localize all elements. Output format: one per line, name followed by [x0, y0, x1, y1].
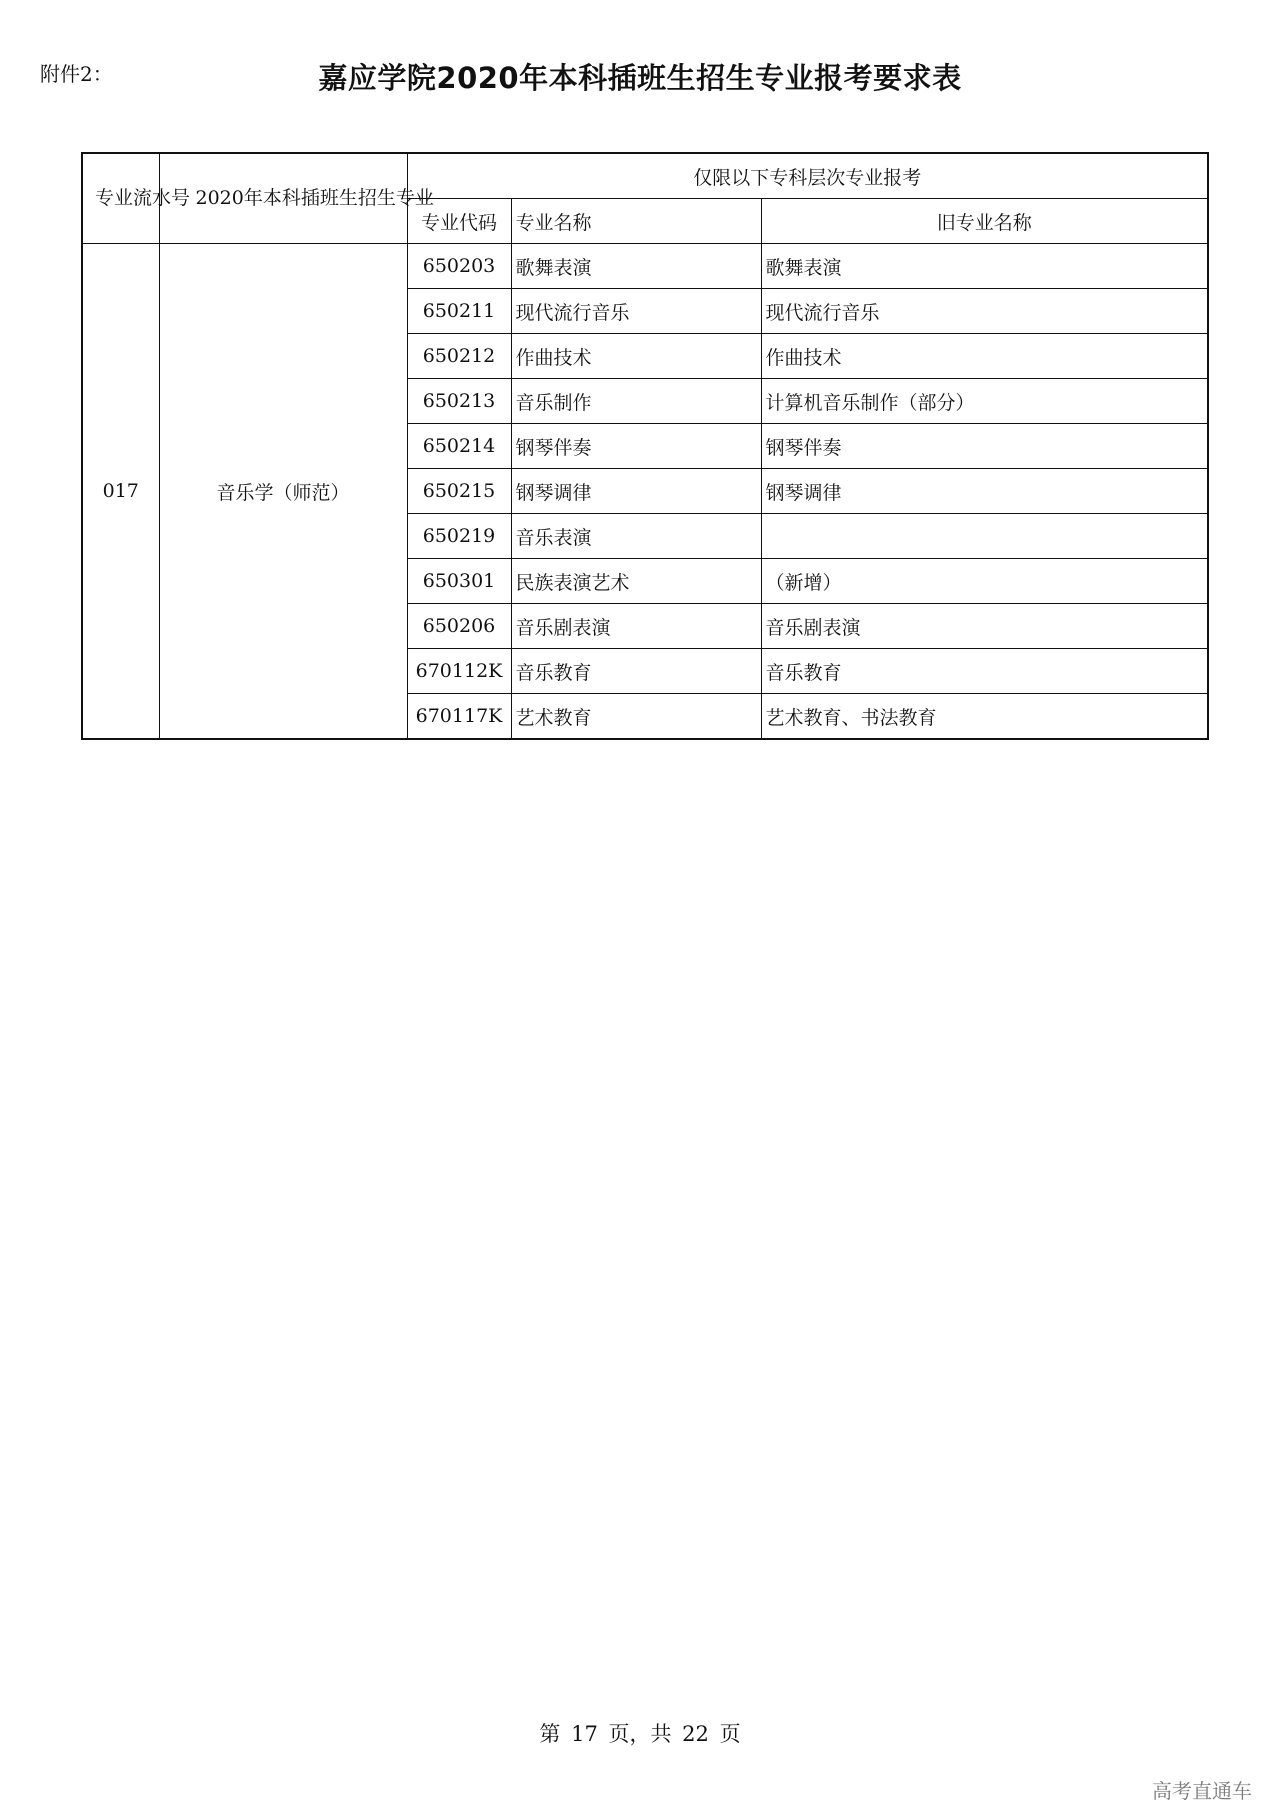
major-code-cell: 650219 — [407, 514, 511, 559]
major-name-cell: 现代流行音乐 — [511, 289, 761, 334]
old-major-name-cell: 作曲技术 — [761, 334, 1208, 379]
major-name-cell: 钢琴调律 — [511, 469, 761, 514]
major-name-cell: 音乐剧表演 — [511, 604, 761, 649]
major-code-cell: 650301 — [407, 559, 511, 604]
major-name-cell: 民族表演艺术 — [511, 559, 761, 604]
serial-number-header: 专业流水号 — [82, 153, 159, 244]
attachment-label: 附件2： — [40, 62, 113, 86]
old-major-name-cell: 钢琴伴奏 — [761, 424, 1208, 469]
old-major-name-cell: 钢琴调律 — [761, 469, 1208, 514]
old-major-name-cell: 艺术教育、书法教育 — [761, 694, 1208, 740]
major-code-cell: 670117K — [407, 694, 511, 740]
major-requirements-table — [81, 152, 1209, 740]
major-code-cell: 650212 — [407, 334, 511, 379]
major-name-cell: 作曲技术 — [511, 334, 761, 379]
old-major-name-cell: 计算机音乐制作（部分） — [761, 379, 1208, 424]
old-major-name-cell: （新增） — [761, 559, 1208, 604]
table-header-row-1 — [82, 153, 1208, 199]
major-name-cell: 音乐教育 — [511, 649, 761, 694]
major-code-header: 专业代码 — [407, 199, 511, 244]
major-name-cell: 音乐制作 — [511, 379, 761, 424]
major-code-cell: 650214 — [407, 424, 511, 469]
major-code-cell: 650211 — [407, 289, 511, 334]
table-row — [82, 244, 1208, 289]
old-major-name-cell: 歌舞表演 — [761, 244, 1208, 289]
major-name-cell: 歌舞表演 — [511, 244, 761, 289]
major-name-cell: 音乐表演 — [511, 514, 761, 559]
watermark: 高考直通车 — [1152, 1779, 1252, 1803]
eligible-majors-group-header: 仅限以下专科层次专业报考 — [407, 153, 1208, 199]
major-name-cell: 艺术教育 — [511, 694, 761, 740]
page-title: 嘉应学院2020年本科插班生招生专业报考要求表 — [318, 61, 962, 95]
major-code-cell: 650215 — [407, 469, 511, 514]
old-major-name-cell: 音乐剧表演 — [761, 604, 1208, 649]
page-footer: 第 17 页，共 22 页 — [539, 1722, 741, 1746]
old-major-name-cell: 现代流行音乐 — [761, 289, 1208, 334]
old-major-name-header: 旧专业名称 — [761, 199, 1208, 244]
old-major-name-cell: 音乐教育 — [761, 649, 1208, 694]
old-major-name-cell — [761, 514, 1208, 559]
major-code-cell: 650206 — [407, 604, 511, 649]
major-code-cell: 670112K — [407, 649, 511, 694]
major-code-cell: 650203 — [407, 244, 511, 289]
enrollment-major-header: 2020年本科插班生招生专业 — [159, 153, 407, 244]
major-code-cell: 650213 — [407, 379, 511, 424]
serial-number-cell: 017 — [82, 244, 159, 740]
enrollment-major-cell: 音乐学（师范） — [159, 244, 407, 740]
major-name-cell: 钢琴伴奏 — [511, 424, 761, 469]
major-name-header: 专业名称 — [511, 199, 761, 244]
